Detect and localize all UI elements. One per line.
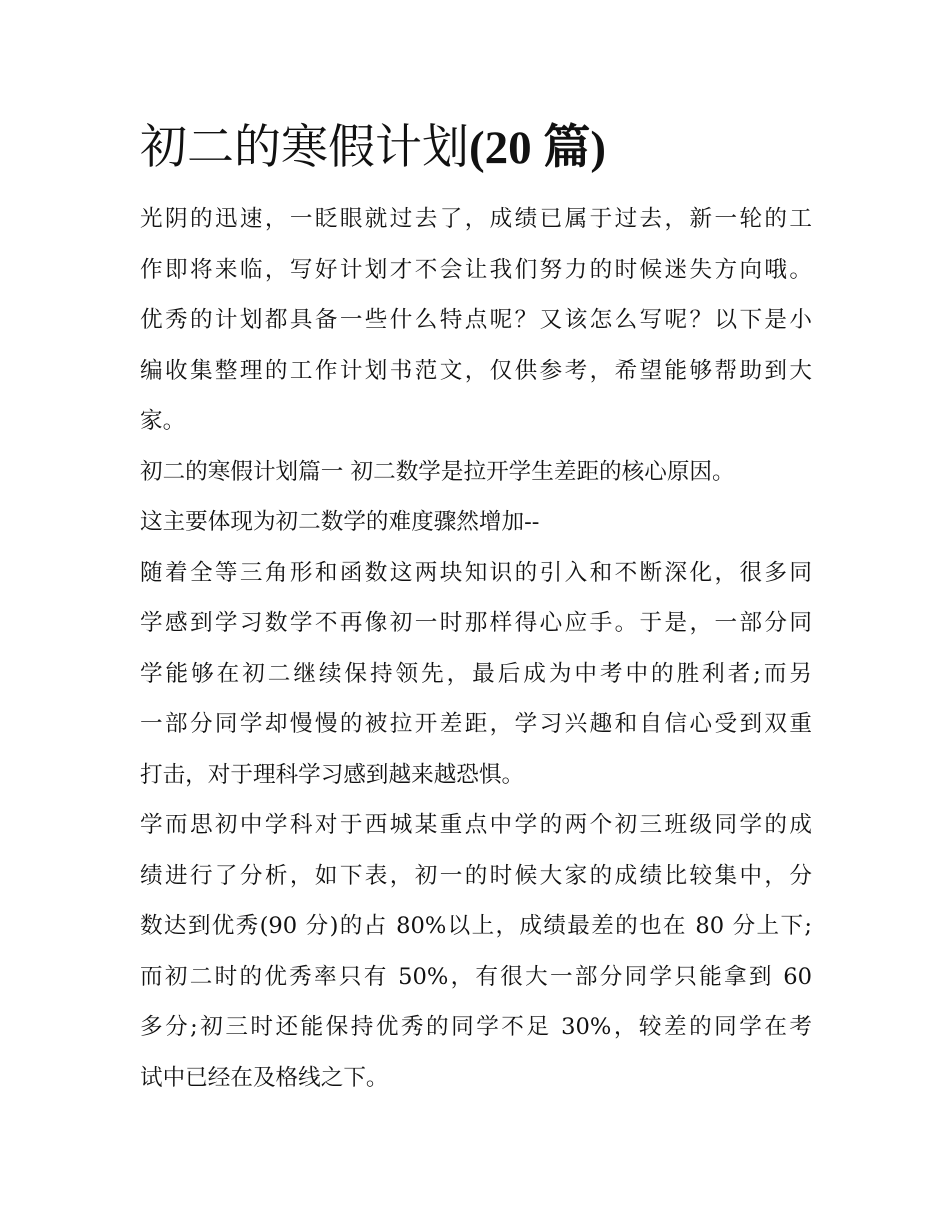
- text-line: 绩进行了分析，如下表，初一的时候大家的成绩比较集中，分: [140, 862, 812, 889]
- document-title: [140, 110, 812, 186]
- text-line: 随着全等三角形和函数这两块知识的引入和不断深化，很多同: [140, 559, 812, 586]
- text-line: 作即将来临，写好计划才不会让我们努力的时候迷失方向哦。: [140, 256, 812, 283]
- text-line: 这主要体现为初二数学的难度骤然增加--: [140, 509, 540, 535]
- text-line: 学而思初中学科对于西城某重点中学的两个初三班级同学的成: [140, 812, 812, 838]
- text-line: 数达到优秀(90 分)的占 80%以上，成绩最差的也在 80 分上下;: [140, 913, 812, 939]
- paragraph-analysis: [140, 800, 812, 1103]
- paragraph-intro: [140, 194, 812, 447]
- paragraph-difficulty: [140, 497, 812, 548]
- document-title-count: (20 篇): [469, 122, 607, 174]
- text-line: 家。: [140, 408, 186, 434]
- text-line: 试中已经在及格线之下。: [140, 1064, 389, 1091]
- paragraph-section-heading: [140, 447, 812, 498]
- paragraph-knowledge: [140, 548, 812, 801]
- text-line: 优秀的计划都具备一些什么特点呢？又该怎么写呢？以下是小: [140, 307, 812, 333]
- text-line: 多分;初三时还能保持优秀的同学不足 30%，较差的同学在考: [140, 1014, 812, 1040]
- text-line: 初二的寒假计划篇一 初二数学是拉开学生差距的核心原因。: [140, 458, 735, 485]
- text-line: 光阴的迅速，一眨眼就过去了，成绩已属于过去，新一轮的工: [140, 206, 812, 232]
- text-line: 编收集整理的工作计划书范文，仅供参考，希望能够帮助到大: [140, 357, 812, 384]
- document-body: [140, 194, 812, 1103]
- text-line: 学感到学习数学不再像初一时那样得心应手。于是，一部分同: [140, 610, 812, 636]
- text-line: 一部分同学却慢慢的被拉开差距，学习兴趣和自信心受到双重: [140, 711, 812, 737]
- text-line: 学能够在初二继续保持领先，最后成为中考中的胜利者;而另: [140, 660, 812, 687]
- text-line: 打击，对于理科学习感到越来越恐惧。: [140, 761, 525, 788]
- document-title-text: 初二的寒假计划: [140, 120, 469, 175]
- text-line: 而初二时的优秀率只有 50%，有很大一部分同学只能拿到 60: [140, 963, 812, 990]
- document-page: [140, 110, 812, 1103]
